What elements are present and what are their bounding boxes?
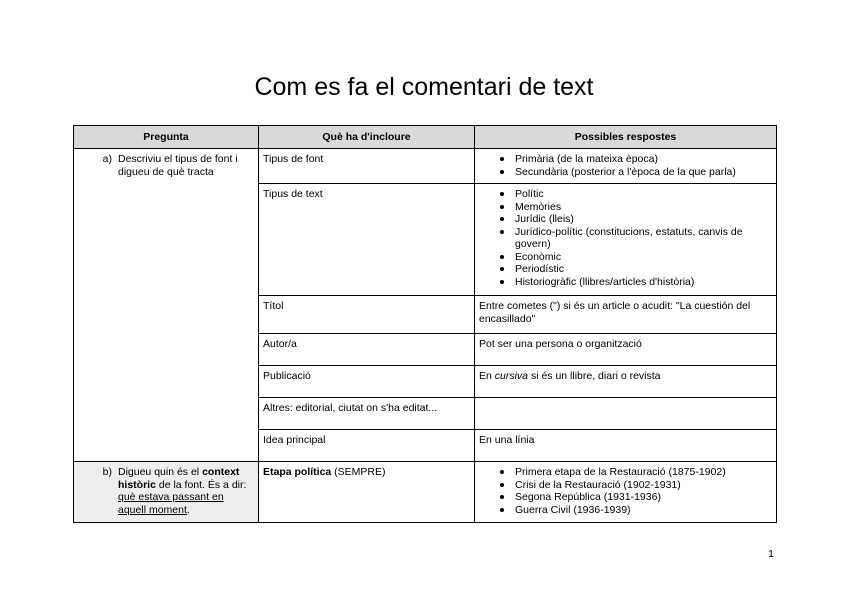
list-item: Polític: [475, 188, 772, 201]
list-item: Periodístic: [475, 263, 772, 276]
question-number: b): [102, 466, 112, 478]
include-cell: Títol: [259, 296, 475, 334]
table-row: [74, 462, 777, 523]
list-item: Crisi de la Restauració (1902-1931): [475, 479, 772, 492]
question-b-cell: [74, 462, 259, 523]
list-item: Memòries: [475, 201, 772, 214]
answer-list: [475, 149, 776, 180]
include-cell: Publicació: [259, 366, 475, 398]
comment-guide-table: [73, 125, 777, 523]
list-item: Segona República (1931-1936): [475, 491, 772, 504]
answers-cell: En una línia: [475, 430, 777, 462]
question-text: Digueu quin és el context històric de la font. És a dir: què estava passant en aquell moment.: [118, 466, 247, 516]
include-cell: Altres: editorial, ciutat on s'ha editat...: [259, 398, 475, 430]
table-row: [74, 149, 777, 184]
include-cell: Etapa política (SEMPRE): [259, 462, 475, 523]
answers-cell: [475, 184, 777, 296]
list-item: Guerra Civil (1936-1939): [475, 504, 772, 517]
question-a-cell: [74, 149, 259, 462]
list-item: Primària (de la mateixa època): [475, 153, 772, 166]
answer-list: [475, 184, 776, 290]
header-answers: Possibles respostes: [475, 126, 777, 149]
answers-cell: Pot ser una persona o organització: [475, 334, 777, 366]
include-cell: Tipus de font: [259, 149, 475, 184]
answers-cell: En cursiva si és un llibre, diari o revista: [475, 366, 777, 398]
page-title: Com es fa el comentari de text: [254, 73, 594, 101]
table-header-row: [74, 126, 777, 149]
answers-cell: [475, 149, 777, 184]
include-cell: Autor/a: [259, 334, 475, 366]
list-item: Primera etapa de la Restauració (1875-1902): [475, 466, 772, 479]
list-item: Jurídic (lleis): [475, 213, 772, 226]
header-include: Què ha d'incloure: [259, 126, 475, 149]
list-item: Historiogràfic (llibres/articles d'història): [475, 276, 772, 289]
list-item: Econòmic: [475, 251, 772, 264]
italic-word: cursiva: [494, 370, 529, 382]
page-number: 1: [768, 548, 774, 560]
header-question: Pregunta: [74, 126, 259, 149]
include-cell: Idea principal: [259, 430, 475, 462]
answers-cell: Entre cometes (") si és un article o acudit: "La cuestión del encasillado": [475, 296, 777, 334]
include-cell: Tipus de text: [259, 184, 475, 296]
question-text: Descriviu el tipus de font i digueu de què tracta: [118, 153, 238, 178]
answers-cell: [475, 398, 777, 430]
list-item: Secundària (posterior a l'època de la que parla): [475, 166, 772, 179]
answers-cell: [475, 462, 777, 523]
list-item: Jurídico-polític (constitucions, estatuts, canvis de govern): [475, 226, 772, 251]
answer-list: [475, 462, 776, 518]
question-number: a): [102, 153, 112, 165]
